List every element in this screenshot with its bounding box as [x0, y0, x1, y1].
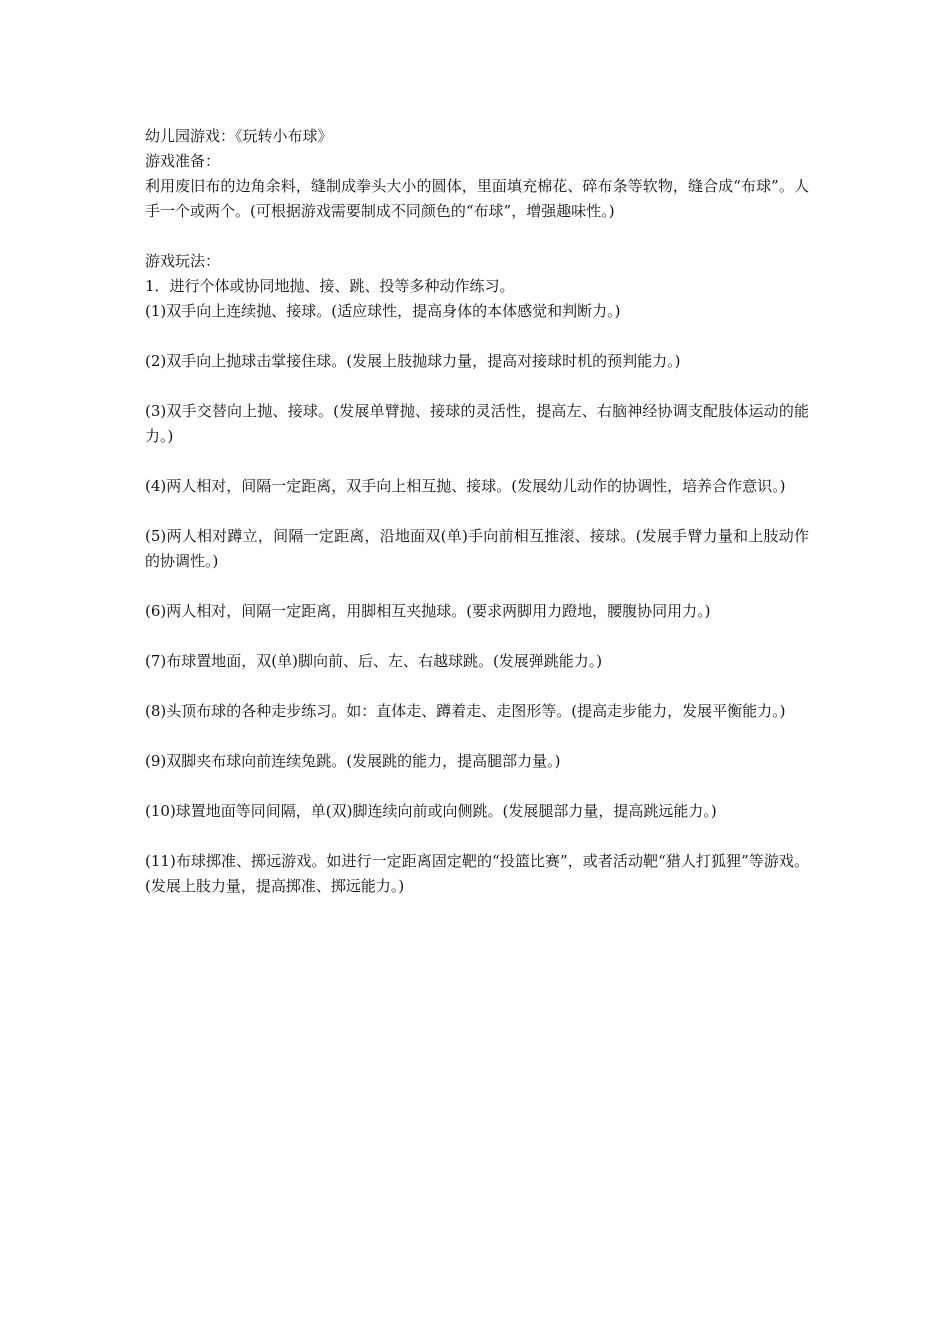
spacer	[145, 574, 809, 599]
list-item: (11)布球掷准、掷远游戏。如进行一定距离固定靶的“投篮比赛”，或者活动靶“猎人打狐狸”等游戏。(发展上肢力量，提高掷准、掷远能力。)	[145, 852, 809, 895]
list-item: (7)布球置地面，双(单)脚向前、后、左、右越球跳。(发展弹跳能力。)	[145, 652, 603, 670]
list-item: (2)双手向上抛球击掌接住球。(发展上肢抛球力量，提高对接球时机的预判能力。)	[145, 352, 681, 370]
spacer	[145, 324, 809, 349]
play-heading: 游戏玩法：	[145, 252, 221, 270]
spacer	[145, 724, 809, 749]
list-item: (5)两人相对蹲立，间隔一定距离，沿地面双(单)手向前相互推滚、接球。(发展手臂力量和上肢动作的协调性。)	[145, 527, 809, 570]
list-item: (10)球置地面等同间隔，单(双)脚连续向前或向侧跳。(发展腿部力量，提高跳远能力。)	[145, 802, 717, 820]
list-item: (4)两人相对，间隔一定距离，双手向上相互抛、接球。(发展幼儿动作的协调性，培养合作意识。)	[145, 477, 786, 495]
spacer	[145, 449, 809, 474]
list-item: (6)两人相对，间隔一定距离，用脚相互夹抛球。(要求两脚用力蹬地，腰腹协同用力。)	[145, 602, 711, 620]
list-item: (1)双手向上连续抛、接球。(适应球性，提高身体的本体感觉和判断力。)	[145, 302, 621, 320]
document-title: 幼儿园游戏：《玩转小布球》	[145, 127, 333, 145]
spacer	[145, 674, 809, 699]
prep-text: 利用废旧布的边角余料，缝制成拳头大小的圆体，里面填充棉花、碎布条等软物，缝合成“布球”。人手一个或两个。(可根据游戏需要制成不同颜色的“布球”，增强趣味性。)	[145, 177, 809, 220]
section-1-heading: 1．进行个体或协同地抛、接、跳、投等多种动作练习。	[145, 277, 515, 295]
document-body	[145, 124, 809, 899]
spacer	[145, 224, 809, 249]
spacer	[145, 824, 809, 849]
spacer	[145, 374, 809, 399]
spacer	[145, 624, 809, 649]
spacer	[145, 499, 809, 524]
list-item: (8)头顶布球的各种走步练习。如：直体走、蹲着走、走图形等。(提高走步能力，发展平衡能力。)	[145, 702, 786, 720]
prep-heading: 游戏准备：	[145, 152, 221, 170]
list-item: (3)双手交替向上抛、接球。(发展单臂抛、接球的灵活性，提高左、右脑神经协调支配肢体运动的能力。)	[145, 402, 809, 445]
list-item: (9)双脚夹布球向前连续兔跳。(发展跳的能力，提高腿部力量。)	[145, 752, 561, 770]
spacer	[145, 774, 809, 799]
